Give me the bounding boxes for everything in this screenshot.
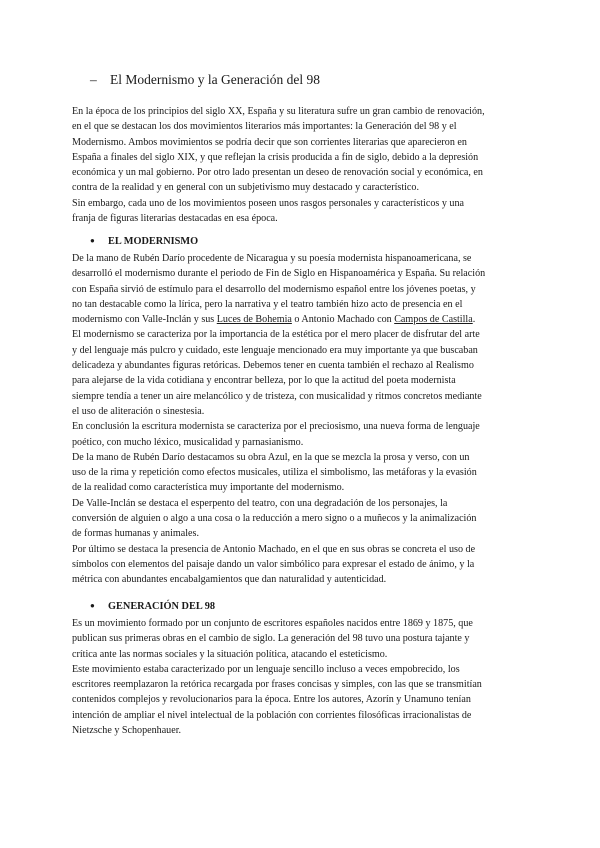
text-line: Este movimiento estaba caracterizado por un lenguaje sencillo incluso a veces empobrecido, los <box>72 663 460 675</box>
text-line: De la mano de Rubén Darío procedente de Nicaragua y su poesía modernista hispanoamericana, se <box>72 253 472 264</box>
text-line: desarrolló el modernismo durante el periodo de Fin de Siglo en Hispanoamérica y España. Su relación <box>72 268 486 280</box>
text-line: crítica ante las normas sociales y la situación política, atacando el esteticismo. <box>72 648 388 660</box>
heading-text: EL MODERNISMO <box>108 236 199 247</box>
modernismo-section-text <box>72 251 530 588</box>
text-line: de la realidad como característica muy importante del modernismo. <box>72 482 345 494</box>
generacion-heading <box>90 601 215 612</box>
text-line: publican sus primeras obras en el cambio de siglo. La generación del 98 tuvo una postura tajante y <box>72 633 470 645</box>
heading-text: GENERACIÓN DEL 98 <box>108 601 215 612</box>
text-line: España a finales del siglo XIX, y que reflejan la crisis producida a fin de siglo, debido a la depresión <box>72 151 479 163</box>
text-line: escritores reemplazaron la retórica recargada por frases concisas y simples, con las que se transmitían <box>72 679 482 691</box>
text-line: delicadeza y abundantes figuras retóricas. Debemos tener en cuenta también el rechazo al Realismo <box>72 360 474 372</box>
text-line: Nietzsche y Schopenhauer. <box>72 725 182 737</box>
text-line: Es un movimiento formado por un conjunto de escritores españoles nacidos entre 1869 y 1875, que <box>72 618 473 629</box>
text-line: Sin embargo, cada uno de los movimientos poseen unos rasgos personales y característicos y una <box>72 197 464 209</box>
text-line: siempre tendía a tener un aire melancólico y de tristeza, con musicalidad y ritmos concretos mediante <box>72 390 482 402</box>
text-line: en el que se destacan los dos movimientos literarios más importantes: la Generación del 98 y el <box>72 121 457 133</box>
text-line: poético, con mucho léxico, musicalidad y parnasianismo. <box>72 436 304 448</box>
text-line: económica y un mal gobierno. Por otro lado presentan un deseo de renovación social y económica, en <box>72 167 483 179</box>
text-line: contra de la realidad y en general con un subjetivismo muy destacado y característico. <box>72 182 419 194</box>
text-line: El modernismo se caracteriza por la importancia de la estética por el mero placer de disfrutar del arte <box>72 329 480 341</box>
intro-paragraph <box>72 104 530 226</box>
text-line: el uso de aliteración o sinestesia. <box>72 405 205 417</box>
bullet-icon: ● <box>90 236 95 245</box>
text-line: Por último se destaca la presencia de Antonio Machado, en el que en sus obras se concreta el uso de <box>72 543 476 555</box>
text-line: de formas humanas y animales. <box>72 528 199 540</box>
text-segment: modernismo con Valle-Inclán y sus <box>72 314 217 326</box>
text-line: métrica con abundantes encabalgamientos que dan naturalidad y autenticidad. <box>72 574 387 586</box>
text-line: Modernismo. Ambos movimientos se podría decir que son corrientes literarias que aparecieron en <box>72 136 467 148</box>
work-title-campos-de-castilla: Campos de Castilla <box>394 314 473 326</box>
title-text: El Modernismo y la Generación del 98 <box>110 72 320 87</box>
bullet-icon: ● <box>90 601 95 610</box>
text-line: uso de la rima y repetición como efectos musicales, utiliza el simbolismo, las metáforas y la evasión <box>72 467 477 479</box>
text-line: intención de ampliar el nivel intelectual de la población con corrientes filosóficas irracionalistas de <box>72 709 472 721</box>
text-line: para alejarse de la vida cotidiana y encontrar belleza, por lo que la actitud del poeta modernista <box>72 375 456 387</box>
text-line: franja de figuras literarias destacadas en esa época. <box>72 213 278 225</box>
text-line: con España sirvió de estímulo para el desarrollo del modernismo español entre los jóvenes poetas, y <box>72 283 476 295</box>
text-line: En la época de los principios del siglo XX, España y su literatura sufre un gran cambio de renovación, <box>72 106 485 117</box>
title-dash: – <box>90 72 97 87</box>
text-line: De la mano de Rubén Darío destacamos su obra Azul, en la que se mezcla la prosa y verso, con un <box>72 451 470 463</box>
text-segment: . <box>472 314 476 326</box>
text-line: no tan destacable como la lírica, pero la narrativa y el teatro también hizo acto de presencia en el <box>72 298 463 310</box>
work-title-luces-de-bohemia: Luces de Bohemia <box>216 314 292 326</box>
text-line-with-works <box>72 312 530 327</box>
modernismo-heading <box>90 236 198 247</box>
text-segment: o Antonio Machado con <box>291 314 395 326</box>
text-line: símbolos con elementos del paisaje dando un valor simbólico para expresar el estado de ánimo, y la <box>72 558 475 570</box>
document-title <box>90 72 320 88</box>
text-line: conversión de alguien o algo a una cosa o la reducción a mero signo o a muñecos y la animalización <box>72 513 477 525</box>
text-line: y del lenguaje más pulcro y cuidado, este lenguaje mencionado era muy importante ya que buscaban <box>72 344 478 356</box>
text-line: De Valle-Inclán se destaca el esperpento del teatro, con una degradación de los personajes, la <box>72 497 448 509</box>
text-line: contenidos complejos y revolucionarios para la época. Entre los autores, Azorín y Unamuno tenían <box>72 694 471 706</box>
generacion-section-text <box>72 616 530 738</box>
text-line: En conclusión la escritura modernista se caracteriza por el preciosismo, una nueva forma de lenguaje <box>72 421 480 433</box>
